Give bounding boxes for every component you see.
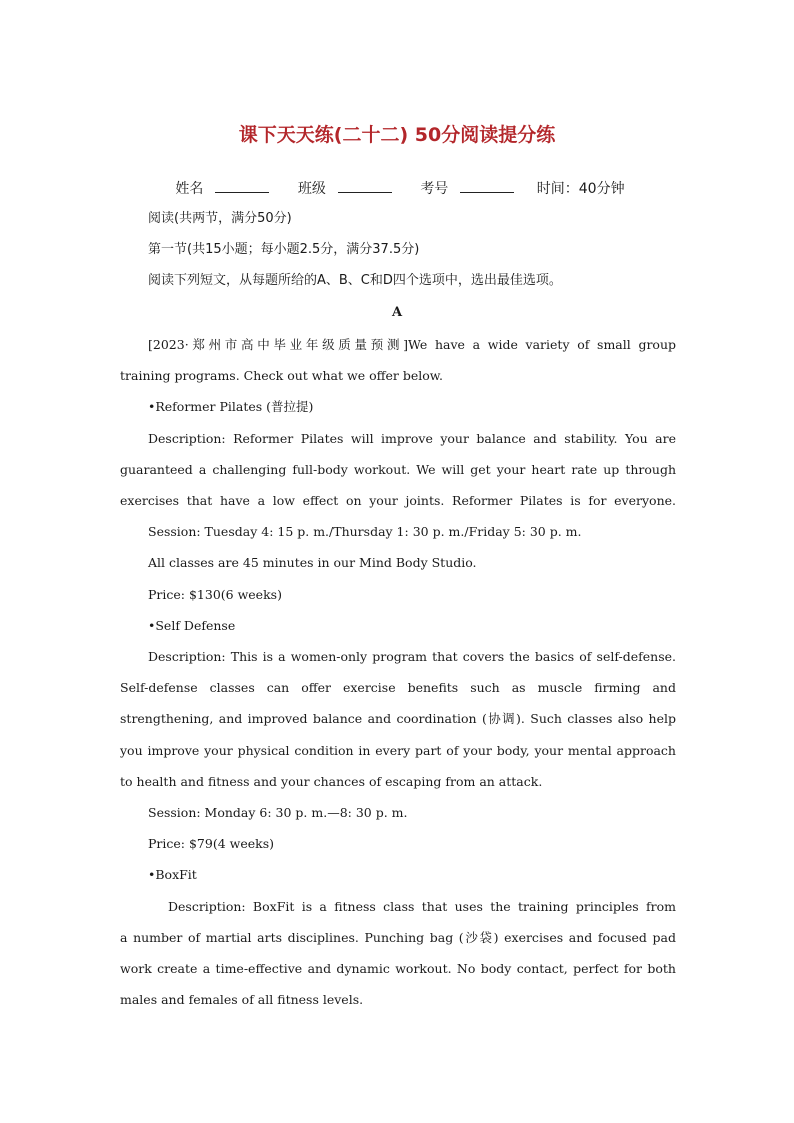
self-defense-desc-line-4: you improve your physical condition in every part of your body, your mental approach [120, 743, 676, 758]
pilates-classes: All classes are 45 minutes in our Mind Body Studio. [148, 555, 477, 570]
class-label: 班级 [297, 181, 326, 197]
boxfit-desc-line-3: work create a time-effective and dynamic workout. No body contact, perfect for both [120, 961, 676, 976]
class-field [292, 181, 398, 197]
directions-text: 阅读下列短文，从每题所给的A、B、C和D四个选项中，选出最佳选项。 [148, 273, 562, 288]
page-title: 课下天天练(二十二) 50分阅读提分练 [238, 124, 556, 146]
exam-no-label: 考号 [420, 181, 449, 197]
exam-no-blank[interactable] [460, 180, 514, 193]
exam-no-field [414, 181, 520, 197]
intro-line-1: [2023·郑州市高中毕业年级质量预测]We have a wide variety of small group [148, 337, 676, 352]
boxfit-desc-line-1: Description: BoxFit is a fitness class that uses the training principles from [168, 899, 676, 914]
section-heading: 第一节(共15小题；每小题2.5分，满分37.5分) [148, 242, 420, 257]
name-field [169, 181, 275, 197]
passage-label: A [391, 305, 403, 320]
pilates-price: Price: $130(6 weeks) [148, 587, 282, 602]
self-defense-desc-line-1: Description: This is a women-only program that covers the basics of self-defense. [148, 649, 676, 664]
pilates-desc-line-1: Description: Reformer Pilates will improve your balance and stability. You are [148, 431, 676, 446]
student-info-row [0, 178, 794, 198]
reading-heading: 阅读(共两节，满分50分) [148, 211, 292, 226]
name-blank[interactable] [215, 180, 269, 193]
self-defense-price: Price: $79(4 weeks) [148, 836, 274, 851]
time-label: 时间：40分钟 [536, 181, 625, 197]
self-defense-desc-line-5: to health and fitness and your chances of escaping from an attack. [120, 774, 543, 789]
pilates-desc-line-2: guaranteed a challenging full-body workout. We will get your heart rate up through [120, 462, 676, 477]
pilates-session: Session: Tuesday 4: 15 p. m./Thursday 1: 30 p. m./Friday 5: 30 p. m. [148, 524, 582, 539]
program-title-self-defense: •Self Defense [148, 618, 236, 633]
boxfit-desc-line-2: a number of martial arts disciplines. Punching bag (沙袋) exercises and focused pad [120, 930, 676, 945]
program-title-pilates: •Reformer Pilates (普拉提) [148, 399, 314, 414]
class-blank[interactable] [338, 180, 392, 193]
intro-line-2: training programs. Check out what we offer below. [120, 368, 443, 383]
boxfit-desc-line-4: males and females of all fitness levels. [120, 992, 364, 1007]
pilates-desc-line-3: exercises that have a low effect on your joints. Reformer Pilates is for everyone. [120, 493, 676, 508]
self-defense-session: Session: Monday 6: 30 p. m.—8: 30 p. m. [148, 805, 408, 820]
self-defense-desc-line-2: Self-defense classes can offer exercise benefits such as muscle firming and [120, 680, 676, 695]
name-label: 姓名 [175, 181, 204, 197]
self-defense-desc-line-3: strengthening, and improved balance and coordination (协调). Such classes also help [120, 711, 676, 726]
program-title-boxfit: •BoxFit [148, 867, 197, 882]
